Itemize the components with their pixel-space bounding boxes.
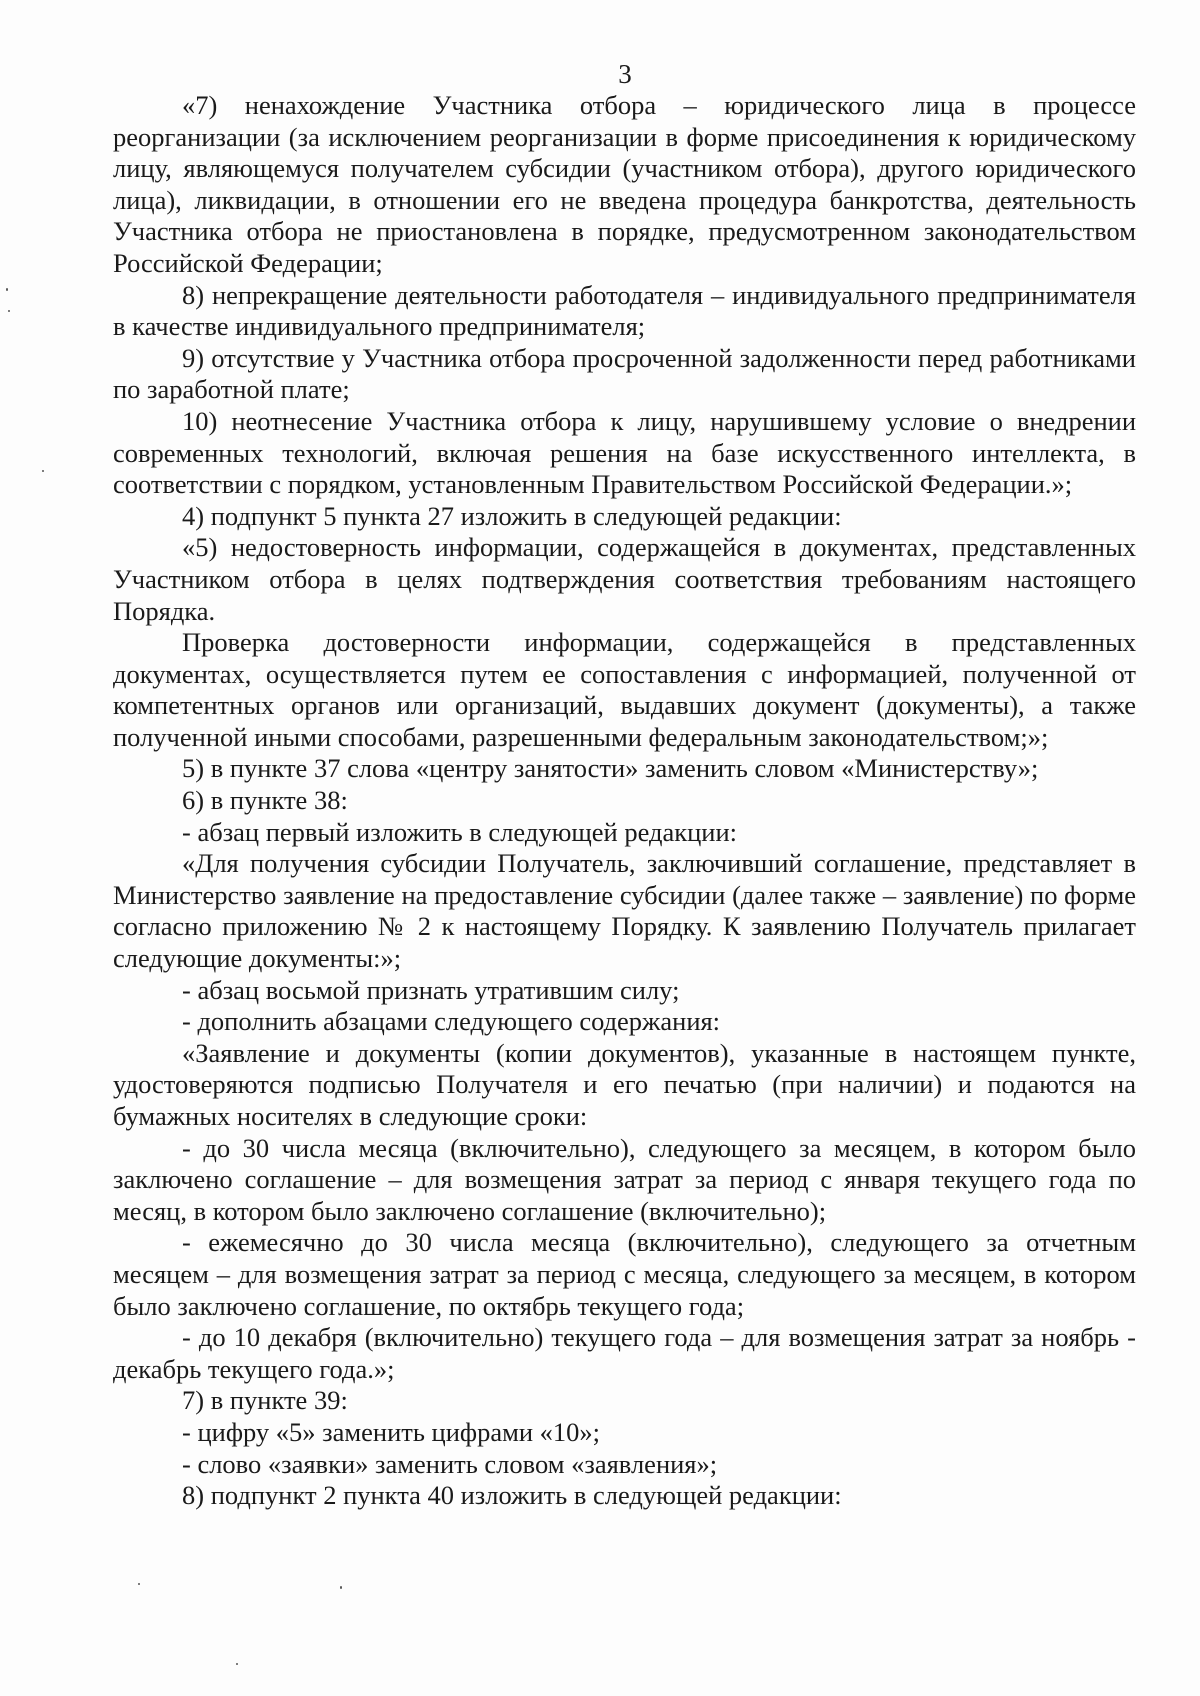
paragraph-verification: Проверка достоверности информации, содержащейся в представленных документах, осуществляется путем ее сопоставления с информацией, полученной от компетентных органов или организаций, выдавших документ (документы), а также полученной иными способами, разрешенными федеральным законодательством;»; — [113, 627, 1136, 752]
paragraph-dash-first: - абзац первый изложить в следующей редакции: — [182, 816, 738, 847]
scan-speck — [8, 310, 10, 312]
paragraph-amendment-7: 7) в пункте 39: — [182, 1385, 348, 1416]
scan-speck — [138, 1583, 140, 1585]
paragraph-deadline-3: - до 10 декабря (включительно) текущего года – для возмещения затрат за ноябрь - декабрь текущего года.»; — [113, 1322, 1136, 1384]
paragraph-item-9: 9) отсутствие у Участника отбора просроченной задолженности перед работниками по заработной плате; — [113, 342, 1136, 405]
paragraph-subpoint-5: «5) недостоверность информации, содержащейся в документах, представленных Участником отбора в целях подтверждения соответствия требованиям настоящего Порядка. — [113, 532, 1136, 626]
page-number: 3 — [618, 59, 632, 89]
paragraph-amendment-8: 8) подпункт 2 пункта 40 изложить в следующей редакции: — [182, 1480, 842, 1511]
paragraph-item-7: «7) ненахождение Участника отбора – юридического лица в процессе реорганизации (за исключением реорганизации в форме присоединения к юридическому лицу, являющемуся получателем субсидии (участником отбора), другого юридического лица), ликвидации, в отношении его не введена процедура банкротства, деятельность Участника отбора не приостановлена в порядке, предусмотренном законодательством Российской Федерации; — [113, 90, 1136, 278]
document-body — [113, 90, 1136, 1512]
paragraph-amendment-5: 5) в пункте 37 слова «центру занятости» заменить словом «Министерству»; — [182, 753, 1039, 784]
paragraph-item-8: 8) непрекращение деятельности работодателя – индивидуального предпринимателя в качестве индивидуального предпринимателя; — [113, 279, 1136, 342]
paragraph-dash-eighth: - абзац восьмой признать утратившим силу; — [182, 974, 680, 1005]
scan-speck — [340, 1586, 342, 1589]
paragraph-dash-digit: - цифру «5» заменить цифрами «10»; — [182, 1416, 601, 1447]
scan-speck — [236, 1663, 238, 1665]
paragraph-amendment-4: 4) подпункт 5 пункта 27 изложить в следующей редакции: — [182, 500, 842, 531]
scan-speck — [42, 470, 44, 472]
paragraph-deadline-1: - до 30 числа месяца (включительно), следующего за месяцем, в котором было заключено соглашение – для возмещения затрат за период с января текущего года по месяц, в котором было заключено соглашение (включительно); — [113, 1132, 1136, 1226]
paragraph-dash-add: - дополнить абзацами следующего содержания: — [182, 1006, 721, 1037]
paragraph-item-10: 10) неотнесение Участника отбора к лицу, нарушившему условие о внедрении современных технологий, включая решения на базе искусственного интеллекта, в соответствии с порядком, установленным Правительством Российской Федерации.»; — [113, 405, 1136, 500]
paragraph-application: «Для получения субсидии Получатель, заключивший соглашение, представляет в Министерство заявление на предоставление субсидии (далее также – заявление) по форме согласно приложению № 2 к настоящему Порядку. К заявлению Получатель прилагает следующие документы:»; — [113, 848, 1136, 974]
paragraph-deadline-2: - ежемесячно до 30 числа месяца (включительно), следующего за отчетным месяцем – для возмещения затрат за период с месяца, следующего за месяцем, в котором было заключено соглашение, по октябрь текущего года; — [113, 1227, 1136, 1321]
paragraph-dash-word: - слово «заявки» заменить словом «заявления»; — [182, 1448, 718, 1479]
paragraph-documents: «Заявление и документы (копии документов), указанные в настоящем пункте, удостоверяются подписью Получателя и его печатью (при наличии) и подаются на бумажных носителях в следующие сроки: — [113, 1037, 1136, 1131]
scan-speck — [6, 288, 8, 291]
paragraph-amendment-6: 6) в пункте 38: — [182, 785, 348, 816]
